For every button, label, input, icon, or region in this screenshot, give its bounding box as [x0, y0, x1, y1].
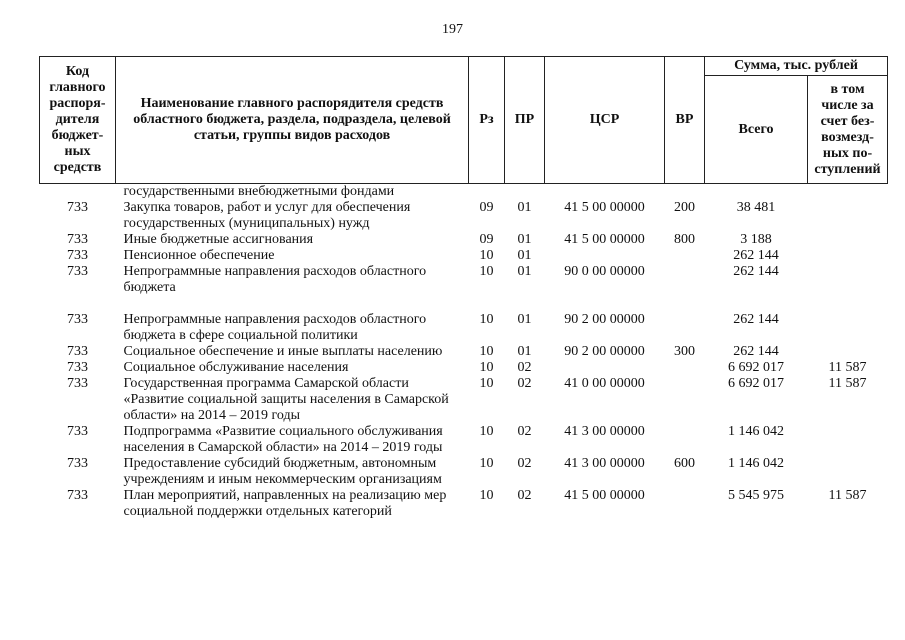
cell-total: 1 146 042: [728, 456, 784, 471]
cell-total: 6 692 017: [728, 376, 784, 391]
cell-vr: 200: [674, 200, 695, 215]
cell-name: Иные бюджетные ассигнования: [123, 232, 314, 247]
cell-csr: [545, 184, 665, 201]
cell-total: 262 144: [733, 344, 779, 359]
cell-total: 6 692 017: [728, 360, 784, 375]
cell-name: Государственная программа Самарской области «Развитие социальной защиты населения в Самарской области» на 2014 – 2019 годы: [123, 376, 449, 423]
cell-code: 733: [67, 312, 88, 327]
header-pr: ПР: [505, 57, 545, 184]
cell-name: Закупка товаров, работ и услуг для обеспечения государственных (муниципальных) нужд: [123, 200, 411, 231]
cell-vr: [665, 184, 705, 201]
cell-code: 733: [67, 488, 88, 503]
cell-code: 733: [67, 264, 88, 279]
cell-gratis: [808, 232, 888, 248]
cell-rz: 10: [479, 456, 494, 471]
cell-vr: 600: [674, 456, 695, 471]
cell-rz: 10: [479, 376, 494, 391]
cell-total: 262 144: [733, 248, 779, 263]
cell-total: 38 481: [736, 200, 776, 215]
blank-row: [40, 296, 888, 312]
cell-rz: 10: [479, 424, 494, 439]
cell-code: 733: [67, 456, 88, 471]
cell-code: 733: [67, 200, 88, 215]
blank-cell: [40, 296, 888, 312]
cell-pr: 01: [517, 200, 532, 215]
cell-code: 733: [67, 232, 88, 247]
cell-pr: 01: [517, 248, 532, 263]
cell-gratis: [808, 264, 888, 296]
header-name: Наименование главного распорядителя средств областного бюджета, раздела, подраздела, целевой статьи, группы видов расходов: [116, 57, 469, 184]
cell-pr: 02: [517, 360, 532, 375]
cell-rz: 10: [479, 360, 494, 375]
cell-code: 733: [67, 344, 88, 359]
cell-pr: [505, 184, 545, 201]
table-row: [40, 360, 888, 376]
cell-name: План мероприятий, направленных на реализацию мер социальной поддержки отдельных категорий: [123, 488, 447, 519]
cell-code: 733: [67, 376, 88, 391]
cell-total: 262 144: [733, 312, 779, 327]
cell-csr: 41 5 00 00000: [564, 200, 645, 215]
cell-csr: [545, 248, 665, 264]
cell-gratis: [808, 184, 888, 201]
cell-name: Социальное обслуживание населения: [123, 360, 349, 375]
cell-rz: 10: [479, 264, 494, 279]
cell-rz: 09: [479, 232, 494, 247]
cell-total: 3 188: [740, 232, 772, 247]
table-row: [40, 376, 888, 424]
cell-csr: 41 5 00 00000: [564, 232, 645, 247]
cell-pr: 02: [517, 456, 532, 471]
table-row: [40, 344, 888, 360]
cell-gratis: 11 587: [828, 376, 867, 391]
table-row: [40, 248, 888, 264]
cell-gratis: [808, 456, 888, 488]
cell-pr: 01: [517, 232, 532, 247]
table-row: [40, 184, 888, 201]
table-header: [40, 57, 888, 184]
cell-name: Подпрограмма «Развитие социального обслуживания населения в Самарской области» на 2014 – 2019 годы: [123, 424, 443, 455]
cell-vr: [665, 424, 705, 456]
cell-gratis: [808, 248, 888, 264]
cell-total: [705, 184, 808, 201]
cell-name: Непрограммные направления расходов областного бюджета в сфере социальной политики: [123, 312, 427, 343]
table-row: [40, 200, 888, 232]
cell-gratis: [808, 312, 888, 344]
table-row: [40, 488, 888, 520]
cell-code: 733: [67, 360, 88, 375]
cell-rz: 10: [479, 312, 494, 327]
cell-gratis: [808, 344, 888, 360]
cell-rz: 09: [479, 200, 494, 215]
cell-gratis: [808, 424, 888, 456]
cell-vr: [665, 488, 705, 520]
cell-vr: [665, 360, 705, 376]
header-rz: Рз: [469, 57, 505, 184]
header-csr: ЦСР: [545, 57, 665, 184]
cell-vr: 800: [674, 232, 695, 247]
cell-pr: 01: [517, 344, 532, 359]
header-vr: ВР: [665, 57, 705, 184]
cell-gratis: 11 587: [828, 360, 867, 375]
cell-csr: [545, 360, 665, 376]
cell-vr: [665, 312, 705, 344]
cell-total: 1 146 042: [728, 424, 784, 439]
cell-name: Социальное обеспечение и иные выплаты населению: [123, 344, 443, 359]
cell-name: государственными внебюджетными фондами: [123, 184, 395, 199]
cell-rz: [469, 184, 505, 201]
cell-vr: [665, 376, 705, 424]
header-code: Код главного распоря- дителя бюджет- ных средств: [40, 57, 116, 184]
cell-csr: 41 3 00 00000: [564, 424, 645, 439]
budget-table: [39, 56, 888, 520]
cell-total: 5 545 975: [728, 488, 784, 503]
cell-vr: 300: [674, 344, 695, 359]
table-row: [40, 424, 888, 456]
cell-csr: 41 0 00 00000: [564, 376, 645, 391]
cell-name: Пенсионное обеспечение: [123, 248, 275, 263]
cell-pr: 02: [517, 424, 532, 439]
cell-vr: [665, 248, 705, 264]
cell-code: [40, 184, 116, 201]
cell-rz: 10: [479, 344, 494, 359]
cell-csr: 90 0 00 00000: [564, 264, 645, 279]
cell-name: Непрограммные направления расходов областного бюджета: [123, 264, 427, 295]
header-sum-group: Сумма, тыс. рублей: [705, 57, 888, 76]
cell-gratis: [808, 200, 888, 232]
cell-code: 733: [67, 248, 88, 263]
cell-code: 733: [67, 424, 88, 439]
cell-csr: 41 3 00 00000: [564, 456, 645, 471]
cell-rz: 10: [479, 488, 494, 503]
cell-total: 262 144: [733, 264, 779, 279]
cell-vr: [665, 264, 705, 296]
cell-csr: 90 2 00 00000: [564, 312, 645, 327]
cell-pr: 02: [517, 376, 532, 391]
cell-pr: 01: [517, 312, 532, 327]
header-gratis: в том числе за счет без- возмезд- ных по- ступлений: [808, 76, 888, 184]
cell-csr: 41 5 00 00000: [564, 488, 645, 503]
page-number: 197: [442, 22, 463, 37]
table-row: [40, 456, 888, 488]
cell-pr: 01: [517, 264, 532, 279]
table-row: [40, 312, 888, 344]
header-total: Всего: [705, 76, 808, 184]
cell-rz: 10: [479, 248, 494, 263]
table-row: [40, 264, 888, 296]
table-row: [40, 232, 888, 248]
cell-csr: 90 2 00 00000: [564, 344, 645, 359]
cell-name: Предоставление субсидий бюджетным, автономным учреждениям и иным некоммерческим организациям: [123, 456, 442, 487]
cell-pr: 02: [517, 488, 532, 503]
table-body: [40, 184, 888, 521]
cell-gratis: 11 587: [828, 488, 867, 503]
